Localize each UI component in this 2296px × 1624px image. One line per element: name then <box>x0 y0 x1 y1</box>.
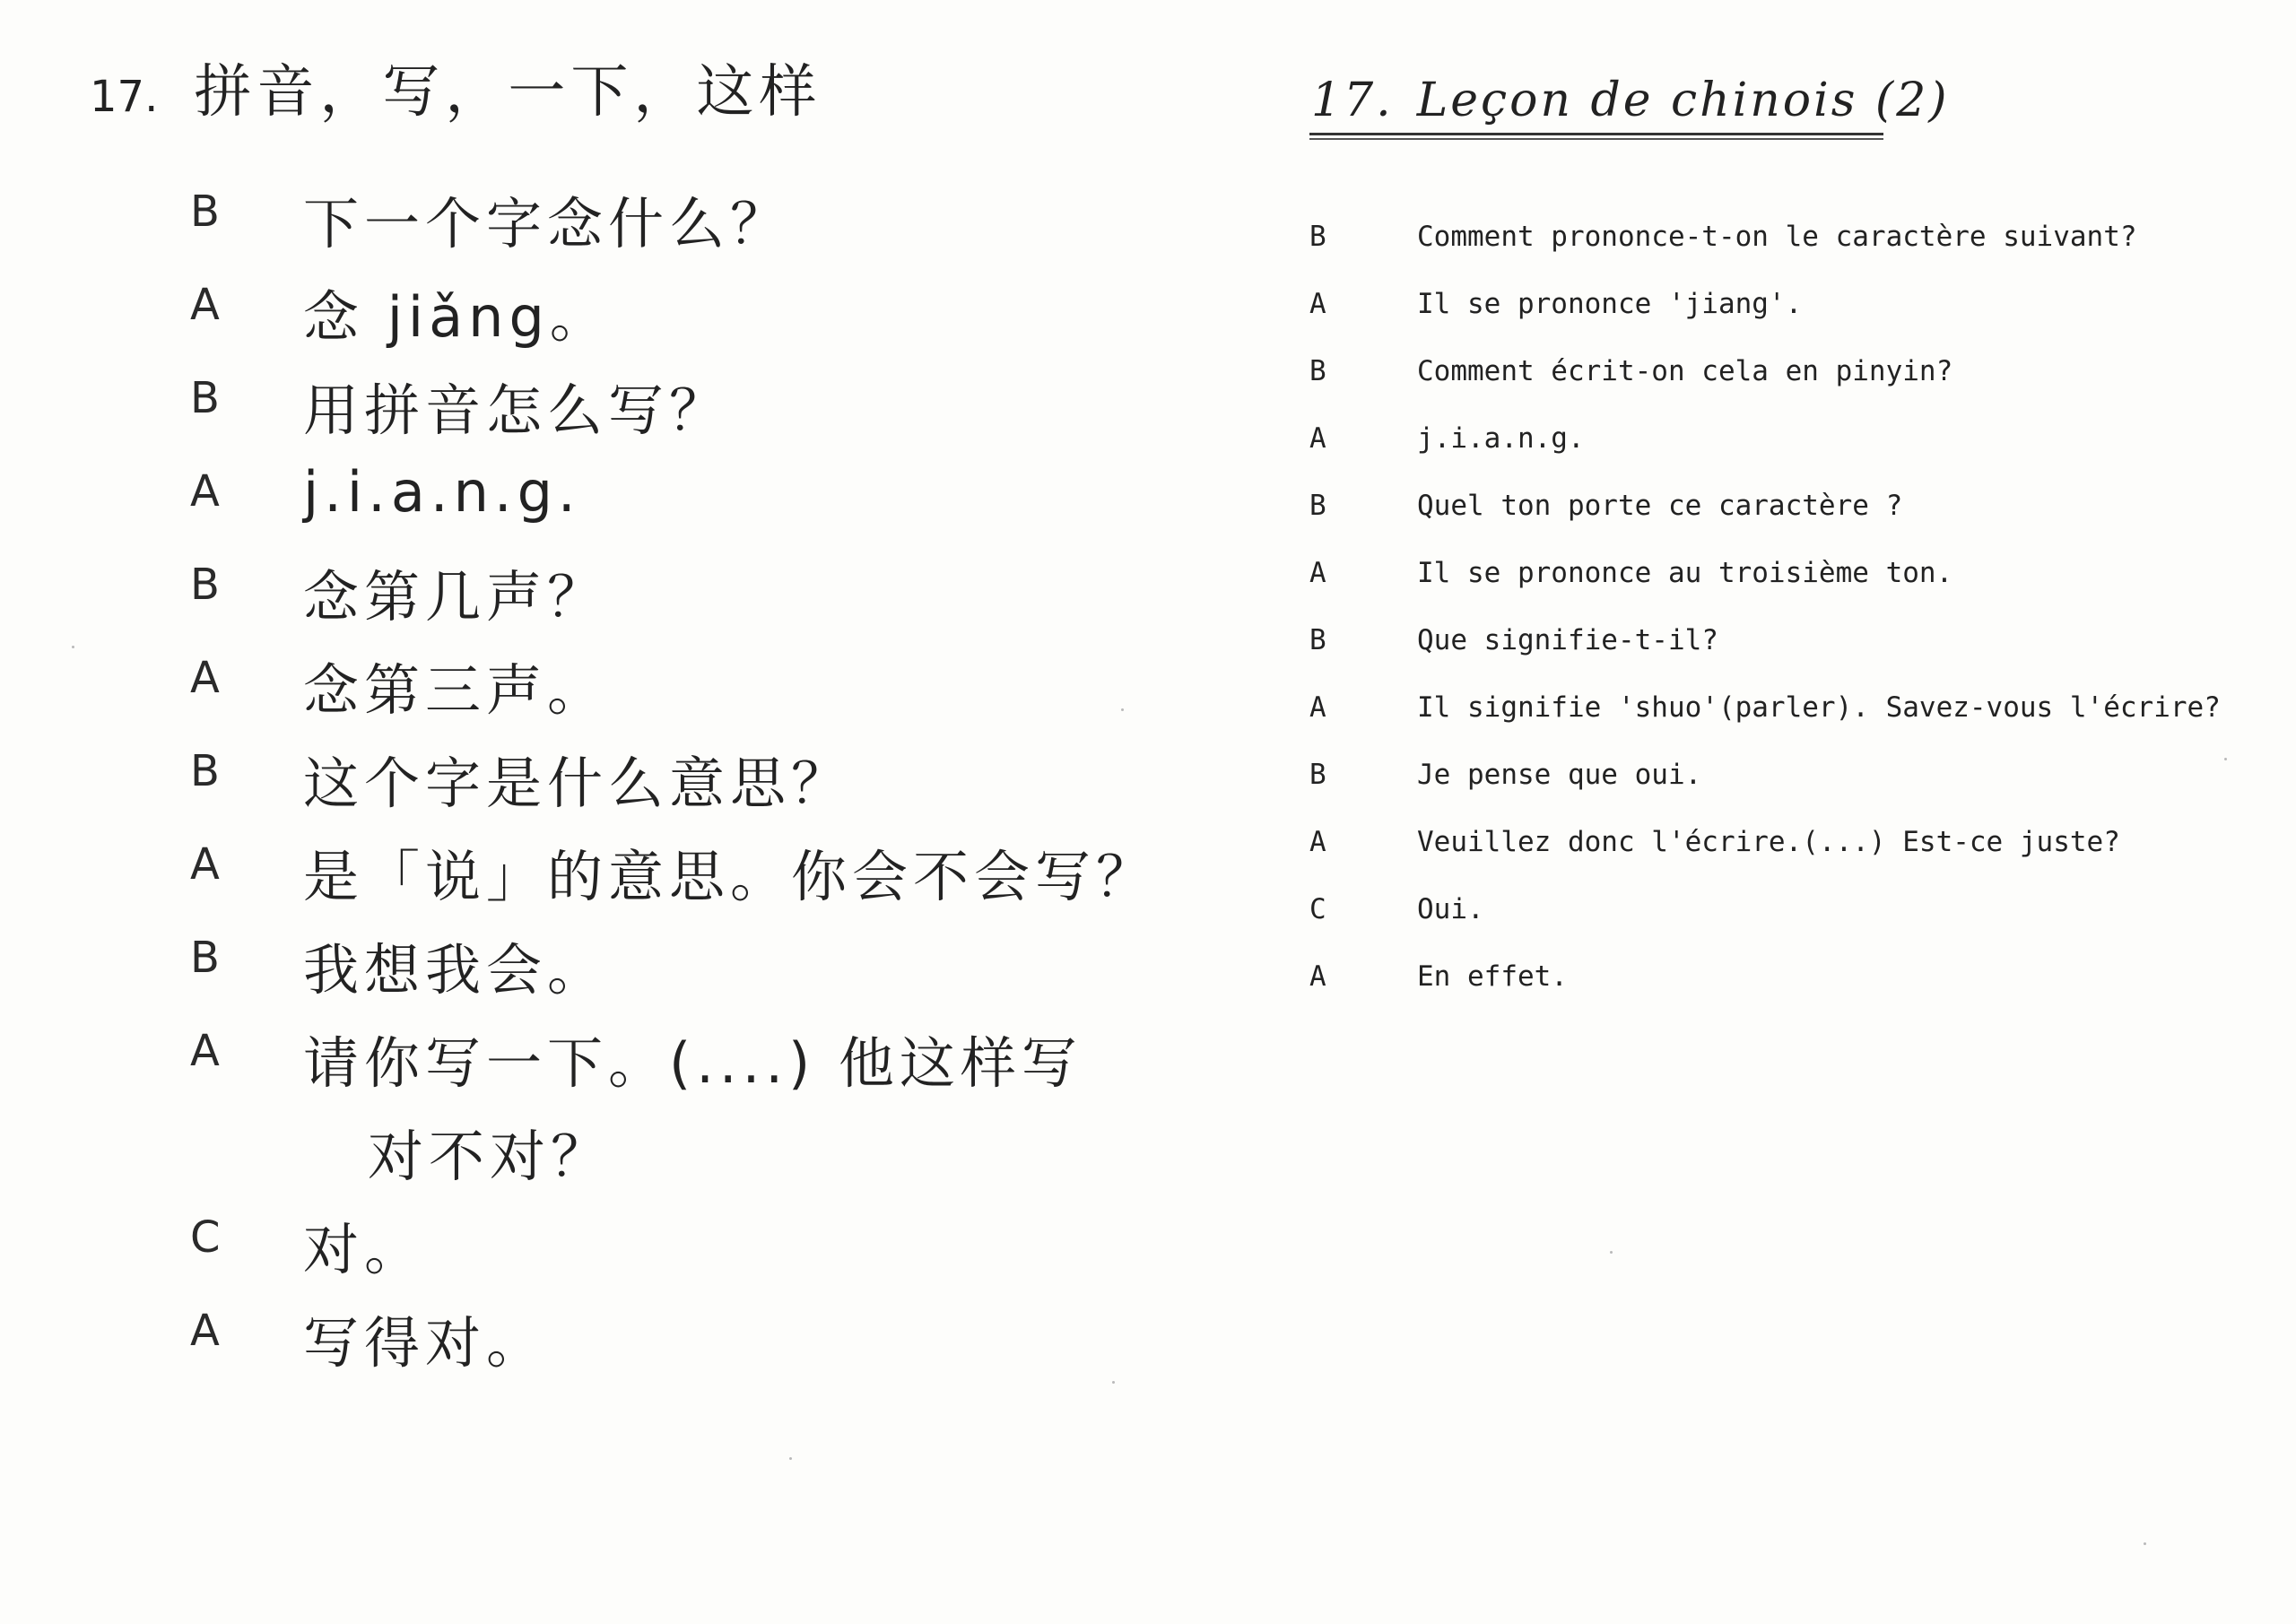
speaker-label: B <box>1309 624 1326 656</box>
dialogue-text: En effet. <box>1417 960 1568 993</box>
dialogue-line <box>179 452 1121 545</box>
dialogue-text: Oui. <box>1417 893 1484 925</box>
title-underline <box>1309 133 1883 135</box>
dialogue-line <box>179 1198 1121 1291</box>
speaker-label: B <box>1309 759 1326 791</box>
dialogue-line <box>179 1012 1121 1105</box>
dialogue-line <box>179 1291 1121 1385</box>
dialogue-line <box>1306 888 2292 955</box>
dialogue-text: 请你写一下。(....) 他这样写 <box>303 1030 1083 1096</box>
dialogue-line <box>1306 551 2292 619</box>
dialogue-text: 对。 <box>303 1217 426 1282</box>
dialogue-line <box>179 825 1158 918</box>
speaker-label: A <box>190 839 220 890</box>
dialogue-text: Il se prononce au troisième ton. <box>1417 557 1953 589</box>
dialogue-text: Je pense que oui. <box>1417 759 1702 791</box>
dialogue-line <box>1306 282 2292 350</box>
dialogue-text: j.i.a.n.g. <box>1417 422 1585 455</box>
speaker-label: A <box>190 653 220 703</box>
dialogue-text: Il signifie 'shuo'(parler). Savez-vous l'écrire? <box>1417 691 2221 724</box>
dialogue-text: 对不对？ <box>368 1124 613 1189</box>
french-lesson-number: 17. <box>1311 74 1394 127</box>
dialogue-line <box>179 918 1121 1012</box>
photocopy-speck <box>1112 1381 1115 1384</box>
dialogue-line <box>1306 619 2292 686</box>
dialogue-text: 这个字是什么意思？ <box>303 751 853 816</box>
speaker-label: B <box>190 373 220 423</box>
speaker-label: A <box>190 280 220 330</box>
dialogue-line <box>1306 417 2292 484</box>
speaker-label: A <box>1309 422 1326 455</box>
photocopy-speck <box>72 646 74 648</box>
chinese-dialogue <box>179 172 1158 1385</box>
dialogue-line <box>1306 955 2292 1022</box>
french-dialogue <box>1306 215 2292 1022</box>
speaker-label: A <box>1309 691 1326 724</box>
dialogue-text: 念 jiǎng。 <box>303 284 611 350</box>
dialogue-text: Comment écrit-on cela en pinyin? <box>1417 355 1953 387</box>
dialogue-line <box>179 545 1121 638</box>
dialogue-line <box>1306 821 2292 888</box>
dialogue-line <box>179 265 1121 359</box>
dialogue-line-continuation <box>179 1105 1121 1198</box>
title-underline-second <box>1309 138 1883 140</box>
speaker-label: A <box>1309 826 1326 858</box>
dialogue-line <box>179 732 1121 825</box>
dialogue-text: 用拼音怎么写？ <box>303 378 731 443</box>
speaker-label: B <box>1309 221 1326 253</box>
chinese-lesson-heading <box>90 52 822 137</box>
speaker-label: B <box>190 560 220 610</box>
speaker-label: C <box>190 1212 221 1263</box>
photocopy-speck <box>2224 758 2227 760</box>
dialogue-line <box>179 359 1121 452</box>
dialogue-text: Comment prononce-t-on le caractère suivant? <box>1417 221 2137 253</box>
speaker-label: A <box>190 1306 220 1356</box>
french-lesson-heading <box>1311 68 1950 133</box>
dialogue-text: Que signifie-t-il? <box>1417 624 1718 656</box>
speaker-label: B <box>1309 490 1326 522</box>
dialogue-text: 我想我会。 <box>303 937 609 1003</box>
speaker-label: A <box>1309 288 1326 320</box>
chinese-lesson-number: 17. <box>90 72 159 122</box>
photocopy-speck <box>2144 1542 2146 1545</box>
speaker-label: A <box>190 466 220 517</box>
dialogue-text: Veuillez donc l'écrire.(...) Est-ce juste? <box>1417 826 2120 858</box>
dialogue-text: 是「说」的意思。你会不会写？ <box>303 844 1158 909</box>
dialogue-line <box>179 172 1121 265</box>
dialogue-line <box>179 638 1121 732</box>
dialogue-text: Il se prononce 'jiang'. <box>1417 288 1803 320</box>
dialogue-text: 下一个字念什么？ <box>303 191 792 256</box>
photocopy-speck <box>789 1457 792 1460</box>
dialogue-line <box>1306 484 2292 551</box>
speaker-label: C <box>1309 893 1326 925</box>
speaker-label: B <box>190 746 220 796</box>
dialogue-text: 写得对。 <box>303 1310 548 1376</box>
french-lesson-title: Leçon de chinois (2) <box>1416 74 1950 127</box>
speaker-label: A <box>1309 960 1326 993</box>
photocopy-speck <box>1610 1251 1613 1254</box>
speaker-label: B <box>190 187 220 237</box>
chinese-lesson-title: 拼音，写，一下，这样 <box>194 59 822 126</box>
speaker-label: B <box>190 933 220 983</box>
speaker-label: B <box>1309 355 1326 387</box>
dialogue-line <box>1306 215 2292 282</box>
dialogue-text: Quel ton porte ce caractère ? <box>1417 490 1903 522</box>
speaker-label: A <box>1309 557 1326 589</box>
dialogue-text: 念第几声？ <box>303 564 609 630</box>
dialogue-line <box>1306 753 2292 821</box>
dialogue-text: j.i.a.n.g. <box>303 459 581 525</box>
dialogue-line <box>1306 350 2292 417</box>
dialogue-line <box>1306 686 2292 753</box>
dialogue-text: 念第三声。 <box>303 657 609 723</box>
photocopy-speck <box>1121 708 1124 711</box>
speaker-label: A <box>190 1026 220 1076</box>
